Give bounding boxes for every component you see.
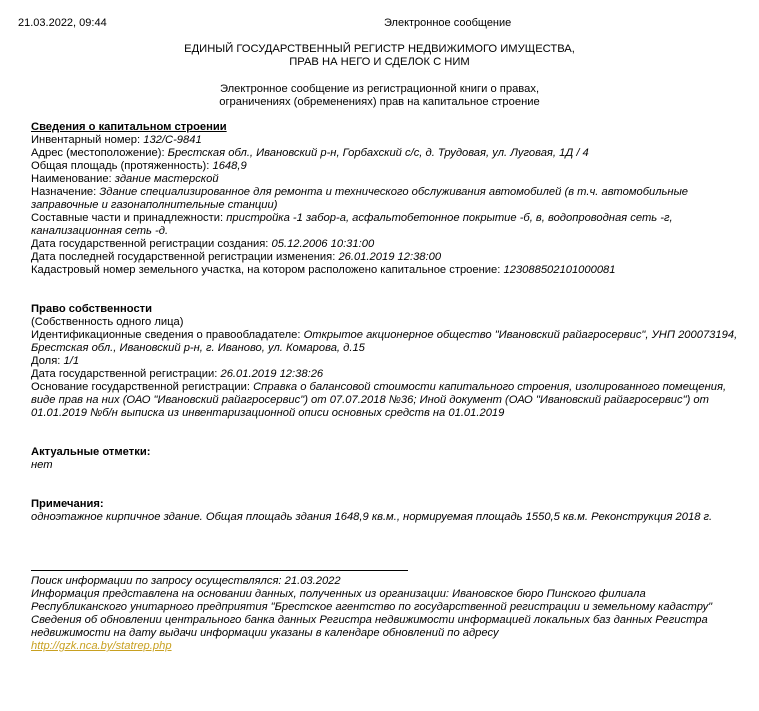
- field-value: здание мастерской: [114, 173, 219, 185]
- field-value: 123088502101000081: [503, 264, 616, 276]
- field-value: 05.12.2006 10:31:00: [271, 238, 375, 250]
- field-label: Общая площадь (протяженность):: [31, 160, 213, 172]
- registry-title-line-1: ЕДИНЫЙ ГОСУДАРСТВЕННЫЙ РЕГИСТР НЕДВИЖИМОГО ИМУЩЕСТВА,: [184, 43, 575, 55]
- footer-source-info: Информация представлена на основании данных, полученных из организации: Ивановское бюро Пинского филиала Республиканского унитарного предприятия "Брестское агентство по государственной регистрации и земельному кадастру": [31, 588, 713, 613]
- field-value: 132/C-9841: [143, 134, 202, 146]
- field-value: Справка о балансовой стоимости капитального строения, изолированного помещения, виде прав на них (ОАО "Ивановский райагросервис") от 07.07.2018 №36; Иной документ (ОАО "Ивановский райагросервис") от 01.01.2019 №б/н выписка из инвентаризационной описи основных средств на 01.01.2019: [31, 381, 727, 419]
- building-field-change-date: [31, 251, 743, 264]
- field-label: Наименование:: [31, 173, 115, 185]
- notes-value: одноэтажное кирпичное здание. Общая площадь здания 1648,9 кв.м., нормируемая площадь 1550,5 кв.м. Реконструкция 2018 г.: [31, 511, 713, 523]
- building-field-name: [31, 173, 743, 186]
- field-label: Инвентарный номер:: [31, 134, 144, 146]
- message-description-line-1: Электронное сообщение из регистрационной книги о правах,: [219, 83, 540, 95]
- updates-calendar-link[interactable]: http://gzk.nca.by/statrep.php: [31, 640, 172, 652]
- ownership-field-share: [31, 355, 743, 368]
- registry-title-line-2: ПРАВ НА НЕГО И СДЕЛОК С НИМ: [289, 56, 470, 68]
- ownership-field-basis: [31, 381, 743, 420]
- field-label: Дата государственной регистрации создания:: [31, 238, 272, 250]
- ownership-subtitle: (Собственность одного лица): [31, 316, 184, 328]
- marks-value: нет: [31, 459, 53, 471]
- ownership-section: [31, 303, 743, 420]
- notes-section-title: Примечания:: [31, 498, 104, 510]
- field-value: 1648,9: [212, 160, 247, 172]
- building-field-address: [31, 147, 743, 160]
- footer-divider: [31, 570, 408, 571]
- footer-search-info: Поиск информации по запросу осуществлялся: 21.03.2022: [31, 575, 341, 587]
- field-label: Основание государственной регистрации:: [31, 381, 254, 393]
- message-description: [0, 83, 759, 109]
- ownership-field-holder: [31, 329, 743, 355]
- header-title: Электронное сообщение: [384, 17, 512, 29]
- field-value: Здание специализированное для ремонта и технического обслуживания автомобилей (в т.ч. автомобильные заправочные и газонаполнительные станции): [31, 186, 689, 211]
- registry-title: [0, 43, 759, 69]
- ownership-section-title: Право собственности: [31, 303, 153, 315]
- field-label: Кадастровый номер земельного участка, на котором расположено капитальное строение:: [31, 264, 504, 276]
- field-value: 26.01.2019 12:38:00: [338, 251, 442, 263]
- field-label: Дата государственной регистрации:: [31, 368, 221, 380]
- field-value: 26.01.2019 12:38:26: [220, 368, 324, 380]
- building-field-purpose: [31, 186, 743, 212]
- field-label: Доля:: [31, 355, 64, 367]
- field-label: Адрес (местоположение):: [31, 147, 168, 159]
- field-label: Назначение:: [31, 186, 100, 198]
- field-label: Дата последней государственной регистрации изменения:: [31, 251, 339, 263]
- building-section-title: Сведения о капитальном строении: [31, 121, 227, 133]
- building-field-area: [31, 160, 743, 173]
- field-label: Составные части и принадлежности:: [31, 212, 227, 224]
- building-field-creation-date: [31, 238, 743, 251]
- marks-section-title: Актуальные отметки:: [31, 446, 151, 458]
- building-section: [31, 121, 743, 277]
- field-value: пристройка -1 забор-а, асфальтобетонное покрытие -б, в, водопроводная сеть -г, канализационная сеть -д.: [31, 212, 673, 237]
- marks-section: [31, 446, 743, 472]
- field-value: 1/1: [63, 355, 80, 367]
- header-datetime: 21.03.2022, 09:44: [18, 17, 107, 29]
- ownership-field-registration-date: [31, 368, 743, 381]
- building-field-components: [31, 212, 743, 238]
- footer: [31, 575, 743, 653]
- message-description-line-2: ограничениях (обременениях) прав на капитальное строение: [219, 96, 540, 108]
- notes-section: [31, 498, 743, 524]
- building-field-cadastral-number: [31, 264, 743, 277]
- field-value: Открытое акционерное общество "Ивановский райагросервис", УНП 200073194, Брестская обл., Ивановский р-н, г. Иваново, ул. Комарова, д.15: [31, 329, 738, 354]
- field-value: Брестская обл., Ивановский р-н, Горбахский с/с, д. Трудовая, ул. Луговая, 1Д / 4: [167, 147, 589, 159]
- field-label: Идентификационные сведения о правообладателе:: [31, 329, 304, 341]
- footer-update-info: Сведения об обновлении центрального банка данных Регистра недвижимости информацией локальных баз данных Регистра недвижимости на дату выдачи информации указаны в календаре обновлений по адресу: [31, 614, 708, 639]
- building-field-inventory-number: [31, 134, 743, 147]
